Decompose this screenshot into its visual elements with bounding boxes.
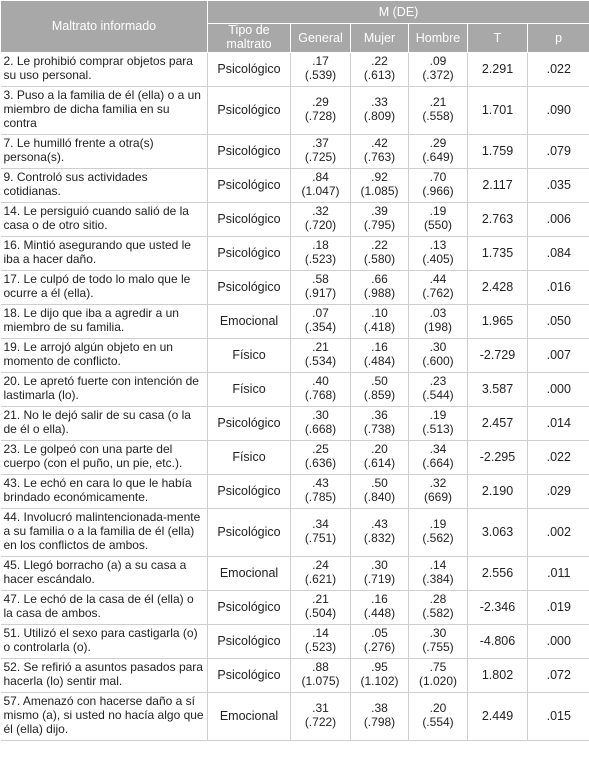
cell-maltrato-informado: 19. Le arrojó algún objeto en un momento de conflicto. [1, 338, 208, 372]
hombre-mean: .19 [429, 204, 447, 219]
cell-tipo-maltrato: Físico [208, 338, 291, 372]
general-sd: (1.047) [301, 184, 340, 198]
cell-mujer [351, 338, 409, 372]
hombre-sd: (.755) [422, 640, 454, 654]
mujer-sd: (.798) [363, 715, 396, 729]
general-mean: .40 [312, 374, 329, 389]
cell-p: .035 [528, 168, 589, 202]
cell-maltrato-informado: 52. Se refirió a asuntos pasados para hacerla (lo) sentir mal. [1, 658, 208, 692]
cell-mujer [351, 304, 409, 338]
table-row [1, 86, 589, 134]
general-mean: .43 [312, 476, 329, 491]
cell-mujer [351, 556, 409, 590]
cell-maltrato-informado: 16. Mintió asegurando que usted le iba a hacer daño. [1, 236, 208, 270]
hombre-sd: (.562) [422, 531, 454, 545]
cell-general [291, 134, 351, 168]
cell-mujer [351, 692, 409, 740]
cell-p: .000 [528, 372, 589, 406]
cell-t: 2.449 [468, 692, 528, 740]
hombre-mean: .20 [429, 701, 447, 716]
hombre-mean: .03 [429, 306, 447, 321]
mujer-sd: (1.102) [360, 674, 399, 688]
general-sd: (.785) [304, 490, 337, 504]
mujer-sd: (.988) [363, 286, 396, 300]
hombre-mean: .75 [429, 660, 447, 675]
cell-mujer [351, 86, 409, 134]
mujer-sd: (.484) [363, 354, 396, 368]
cell-general [291, 692, 351, 740]
mujer-mean: .22 [371, 54, 388, 69]
general-sd: (.354) [304, 320, 337, 334]
cell-general [291, 168, 351, 202]
cell-hombre [409, 556, 468, 590]
mujer-sd: (.719) [363, 572, 396, 586]
table-row [1, 692, 589, 740]
cell-mujer [351, 440, 409, 474]
cell-p: .006 [528, 202, 589, 236]
mujer-mean: .16 [371, 340, 388, 355]
table-row [1, 440, 589, 474]
general-sd: (.523) [304, 640, 337, 654]
general-mean: .84 [312, 170, 329, 185]
cell-tipo-maltrato: Psicológico [208, 236, 291, 270]
cell-p: .011 [528, 556, 589, 590]
mujer-mean: .92 [371, 170, 388, 185]
cell-hombre [409, 692, 468, 740]
general-sd: (.917) [304, 286, 337, 300]
mujer-sd: (.840) [363, 490, 396, 504]
table-body [1, 52, 589, 740]
hombre-sd: (.384) [422, 572, 454, 586]
hombre-sd: (198) [423, 320, 452, 334]
mujer-sd: (.832) [363, 531, 396, 545]
cell-hombre [409, 86, 468, 134]
cell-p: .015 [528, 692, 589, 740]
header-hombre: Hombre [409, 24, 468, 53]
general-mean: .17 [312, 54, 329, 69]
cell-hombre [409, 52, 468, 86]
general-mean: .25 [312, 442, 329, 457]
table-row [1, 624, 589, 658]
general-sd: (.722) [304, 715, 337, 729]
cell-mujer [351, 590, 409, 624]
cell-mujer [351, 624, 409, 658]
cell-tipo-maltrato: Psicológico [208, 624, 291, 658]
hombre-mean: .32 [429, 476, 447, 491]
hombre-mean: .70 [429, 170, 447, 185]
cell-p: .022 [528, 52, 589, 86]
mujer-mean: .39 [371, 204, 388, 219]
hombre-sd: (.600) [422, 354, 454, 368]
table-row [1, 658, 589, 692]
hombre-sd: (.405) [422, 252, 454, 266]
cell-general [291, 236, 351, 270]
cell-mujer [351, 52, 409, 86]
cell-maltrato-informado: 20. Le apretó fuerte con intención de lastimarla (lo). [1, 372, 208, 406]
hombre-mean: .19 [429, 517, 447, 532]
general-mean: .14 [312, 626, 329, 641]
cell-t: 2.190 [468, 474, 528, 508]
cell-general [291, 624, 351, 658]
mujer-mean: .42 [371, 136, 388, 151]
cell-mujer [351, 236, 409, 270]
table-row [1, 52, 589, 86]
general-sd: (.768) [304, 388, 337, 402]
cell-maltrato-informado: 14. Le persiguió cuando salió de la casa o de otro sitio. [1, 202, 208, 236]
hombre-mean: .29 [429, 136, 447, 151]
cell-t: 2.117 [468, 168, 528, 202]
mujer-sd: (.763) [363, 150, 396, 164]
table-row [1, 270, 589, 304]
hombre-mean: .44 [429, 272, 447, 287]
cell-hombre [409, 270, 468, 304]
cell-general [291, 270, 351, 304]
cell-maltrato-informado: 51. Utilizó el sexo para castigarla (o) o controlarla (o). [1, 624, 208, 658]
cell-maltrato-informado: 2. Le prohibió comprar objetos para su uso personal. [1, 52, 208, 86]
cell-p: .002 [528, 508, 589, 556]
cell-general [291, 556, 351, 590]
cell-hombre [409, 168, 468, 202]
cell-mujer [351, 134, 409, 168]
table-row [1, 474, 589, 508]
cell-general [291, 372, 351, 406]
cell-p: .000 [528, 624, 589, 658]
cell-tipo-maltrato: Psicológico [208, 474, 291, 508]
cell-p: .090 [528, 86, 589, 134]
cell-t: -2.295 [468, 440, 528, 474]
cell-tipo-maltrato: Psicológico [208, 202, 291, 236]
header-general: General [291, 24, 351, 53]
cell-hombre [409, 202, 468, 236]
cell-mujer [351, 406, 409, 440]
table-row [1, 590, 589, 624]
general-mean: .58 [312, 272, 329, 287]
cell-t: 1.735 [468, 236, 528, 270]
general-mean: .31 [312, 701, 329, 716]
general-mean: .21 [312, 340, 329, 355]
mujer-sd: (.448) [363, 606, 396, 620]
hombre-sd: (669) [423, 490, 452, 504]
cell-tipo-maltrato: Psicológico [208, 270, 291, 304]
hombre-mean: .23 [429, 374, 447, 389]
mujer-mean: .50 [371, 374, 388, 389]
cell-t: -4.806 [468, 624, 528, 658]
cell-general [291, 658, 351, 692]
cell-maltrato-informado: 9. Controló sus actividades cotidianas. [1, 168, 208, 202]
general-mean: .24 [312, 558, 329, 573]
table-row [1, 508, 589, 556]
cell-tipo-maltrato: Físico [208, 440, 291, 474]
mujer-mean: .30 [371, 558, 388, 573]
cell-tipo-maltrato: Psicológico [208, 590, 291, 624]
cell-t: 2.457 [468, 406, 528, 440]
cell-maltrato-informado: 7. Le humilló frente a otra(s) persona(s). [1, 134, 208, 168]
cell-maltrato-informado: 23. Le golpeó con una parte del cuerpo (con el puño, un pie, etc.). [1, 440, 208, 474]
header-t: T [468, 24, 528, 53]
mujer-mean: .20 [371, 442, 388, 457]
cell-maltrato-informado: 57. Amenazó con hacerse daño a sí mismo (a), si usted no hacía algo que él (ella) dijo. [1, 692, 208, 740]
cell-t: 3.063 [468, 508, 528, 556]
cell-maltrato-informado: 3. Puso a la familia de él (ella) o a un miembro de dicha familia en su contra [1, 86, 208, 134]
cell-p: .016 [528, 270, 589, 304]
cell-mujer [351, 202, 409, 236]
cell-general [291, 338, 351, 372]
hombre-sd: (.664) [422, 456, 454, 470]
cell-p: .084 [528, 236, 589, 270]
cell-tipo-maltrato: Psicológico [208, 134, 291, 168]
table-row [1, 406, 589, 440]
mujer-mean: .66 [371, 272, 388, 287]
general-sd: (.504) [304, 606, 337, 620]
general-sd: (.751) [304, 531, 337, 545]
mujer-sd: (.809) [363, 109, 396, 123]
hombre-sd: (.649) [422, 150, 454, 164]
mujer-sd: (.795) [363, 218, 396, 232]
mujer-sd: (.418) [363, 320, 396, 334]
cell-tipo-maltrato: Psicológico [208, 406, 291, 440]
cell-t: 1.701 [468, 86, 528, 134]
hombre-sd: (.544) [422, 388, 454, 402]
table-row [1, 304, 589, 338]
cell-hombre [409, 338, 468, 372]
mujer-mean: .95 [371, 660, 388, 675]
cell-general [291, 304, 351, 338]
cell-general [291, 52, 351, 86]
cell-tipo-maltrato: Emocional [208, 692, 291, 740]
general-mean: .37 [312, 136, 329, 151]
hombre-mean: .34 [429, 442, 447, 457]
general-sd: (.720) [304, 218, 337, 232]
mujer-mean: .10 [371, 306, 388, 321]
hombre-mean: .19 [429, 408, 447, 423]
mujer-sd: (.276) [363, 640, 396, 654]
hombre-sd: (.966) [422, 184, 454, 198]
cell-p: .014 [528, 406, 589, 440]
cell-t: 2.291 [468, 52, 528, 86]
cell-tipo-maltrato: Psicológico [208, 52, 291, 86]
cell-hombre [409, 590, 468, 624]
mujer-sd: (.614) [363, 456, 396, 470]
cell-p: .022 [528, 440, 589, 474]
mujer-mean: .16 [371, 592, 388, 607]
hombre-sd: (.372) [422, 68, 454, 82]
mujer-sd: (.859) [363, 388, 396, 402]
general-sd: (.523) [304, 252, 337, 266]
hombre-sd: (.582) [422, 606, 454, 620]
cell-tipo-maltrato: Físico [208, 372, 291, 406]
cell-p: .019 [528, 590, 589, 624]
hombre-sd: (550) [423, 218, 452, 232]
table-row [1, 236, 589, 270]
hombre-mean: .30 [429, 340, 447, 355]
cell-general [291, 508, 351, 556]
general-sd: (.621) [304, 572, 337, 586]
cell-maltrato-informado: 18. Le dijo que iba a agredir a un miembro de su familia. [1, 304, 208, 338]
cell-hombre [409, 474, 468, 508]
cell-mujer [351, 508, 409, 556]
header-maltrato-informado: Maltrato informado [1, 1, 208, 53]
general-mean: .07 [312, 306, 329, 321]
general-sd: (.725) [304, 150, 337, 164]
table-row [1, 556, 589, 590]
hombre-sd: (.554) [422, 715, 454, 729]
cell-p: .072 [528, 658, 589, 692]
cell-general [291, 474, 351, 508]
general-sd: (1.075) [301, 674, 340, 688]
cell-t: -2.729 [468, 338, 528, 372]
table-row [1, 202, 589, 236]
cell-hombre [409, 658, 468, 692]
table-row [1, 134, 589, 168]
general-mean: .32 [312, 204, 329, 219]
cell-tipo-maltrato: Psicológico [208, 168, 291, 202]
cell-t: 1.802 [468, 658, 528, 692]
hombre-sd: (1.020) [418, 674, 458, 688]
hombre-sd: (.513) [422, 422, 454, 436]
hombre-sd: (.762) [422, 286, 454, 300]
mujer-mean: .38 [371, 701, 388, 716]
table-header [1, 1, 589, 53]
cell-t: 1.759 [468, 134, 528, 168]
general-mean: .21 [312, 592, 329, 607]
header-mujer: Mujer [351, 24, 409, 53]
cell-mujer [351, 372, 409, 406]
mujer-sd: (.738) [363, 422, 396, 436]
hombre-sd: (.558) [422, 109, 454, 123]
general-sd: (.668) [304, 422, 337, 436]
table-row [1, 168, 589, 202]
cell-general [291, 406, 351, 440]
cell-hombre [409, 406, 468, 440]
cell-mujer [351, 168, 409, 202]
general-mean: .30 [312, 408, 329, 423]
general-sd: (.539) [304, 68, 337, 82]
cell-t: 3.587 [468, 372, 528, 406]
header-m-de: M (DE) [208, 1, 589, 24]
cell-general [291, 202, 351, 236]
cell-p: .079 [528, 134, 589, 168]
mujer-sd: (.580) [363, 252, 396, 266]
cell-hombre [409, 440, 468, 474]
table-row [1, 338, 589, 372]
general-mean: .88 [312, 660, 329, 675]
cell-hombre [409, 508, 468, 556]
mujer-mean: .05 [371, 626, 388, 641]
cell-tipo-maltrato: Emocional [208, 556, 291, 590]
cell-hombre [409, 134, 468, 168]
mujer-mean: .22 [371, 238, 388, 253]
cell-general [291, 590, 351, 624]
cell-maltrato-informado: 44. Involucró malintencionada-mente a su familia o a la familia de él (ella) en los conflictos de ambos. [1, 508, 208, 556]
header-tipo-maltrato: Tipo de maltrato [208, 24, 291, 53]
cell-hombre [409, 372, 468, 406]
table-row [1, 372, 589, 406]
general-mean: .34 [312, 517, 329, 532]
cell-tipo-maltrato: Psicológico [208, 508, 291, 556]
mujer-sd: (1.085) [360, 184, 399, 198]
general-mean: .29 [312, 95, 329, 110]
cell-t: 1.965 [468, 304, 528, 338]
mujer-sd: (.613) [363, 68, 396, 82]
cell-maltrato-informado: 43. Le echó en cara lo que le había brindado económicamente. [1, 474, 208, 508]
hombre-mean: .14 [429, 558, 447, 573]
cell-t: 2.556 [468, 556, 528, 590]
cell-maltrato-informado: 45. Llegó borracho (a) a su casa a hacer escándalo. [1, 556, 208, 590]
hombre-mean: .21 [429, 95, 447, 110]
general-sd: (.728) [304, 109, 337, 123]
cell-maltrato-informado: 21. No le dejó salir de su casa (o la de él o ella). [1, 406, 208, 440]
cell-hombre [409, 624, 468, 658]
cell-p: .050 [528, 304, 589, 338]
general-sd: (.636) [304, 456, 337, 470]
mujer-mean: .50 [371, 476, 388, 491]
cell-tipo-maltrato: Psicológico [208, 86, 291, 134]
cell-hombre [409, 236, 468, 270]
header-p: p [528, 24, 589, 53]
cell-maltrato-informado: 47. Le echó de la casa de él (ella) o la casa de ambos. [1, 590, 208, 624]
cell-mujer [351, 474, 409, 508]
general-sd: (.534) [304, 354, 337, 368]
cell-t: 2.428 [468, 270, 528, 304]
cell-hombre [409, 304, 468, 338]
cell-t: 2.763 [468, 202, 528, 236]
mujer-mean: .43 [371, 517, 388, 532]
cell-tipo-maltrato: Emocional [208, 304, 291, 338]
cell-maltrato-informado: 17. Le culpó de todo lo malo que le ocurre a él (ella). [1, 270, 208, 304]
cell-tipo-maltrato: Psicológico [208, 658, 291, 692]
hombre-mean: .13 [429, 238, 447, 253]
cell-p: .029 [528, 474, 589, 508]
mujer-mean: .36 [371, 408, 388, 423]
cell-mujer [351, 270, 409, 304]
cell-p: .007 [528, 338, 589, 372]
cell-mujer [351, 658, 409, 692]
mujer-mean: .33 [371, 95, 388, 110]
hombre-mean: .28 [429, 592, 447, 607]
hombre-mean: .30 [429, 626, 447, 641]
general-mean: .18 [312, 238, 329, 253]
cell-general [291, 440, 351, 474]
cell-t: -2.346 [468, 590, 528, 624]
cell-general [291, 86, 351, 134]
hombre-mean: .09 [429, 54, 447, 69]
